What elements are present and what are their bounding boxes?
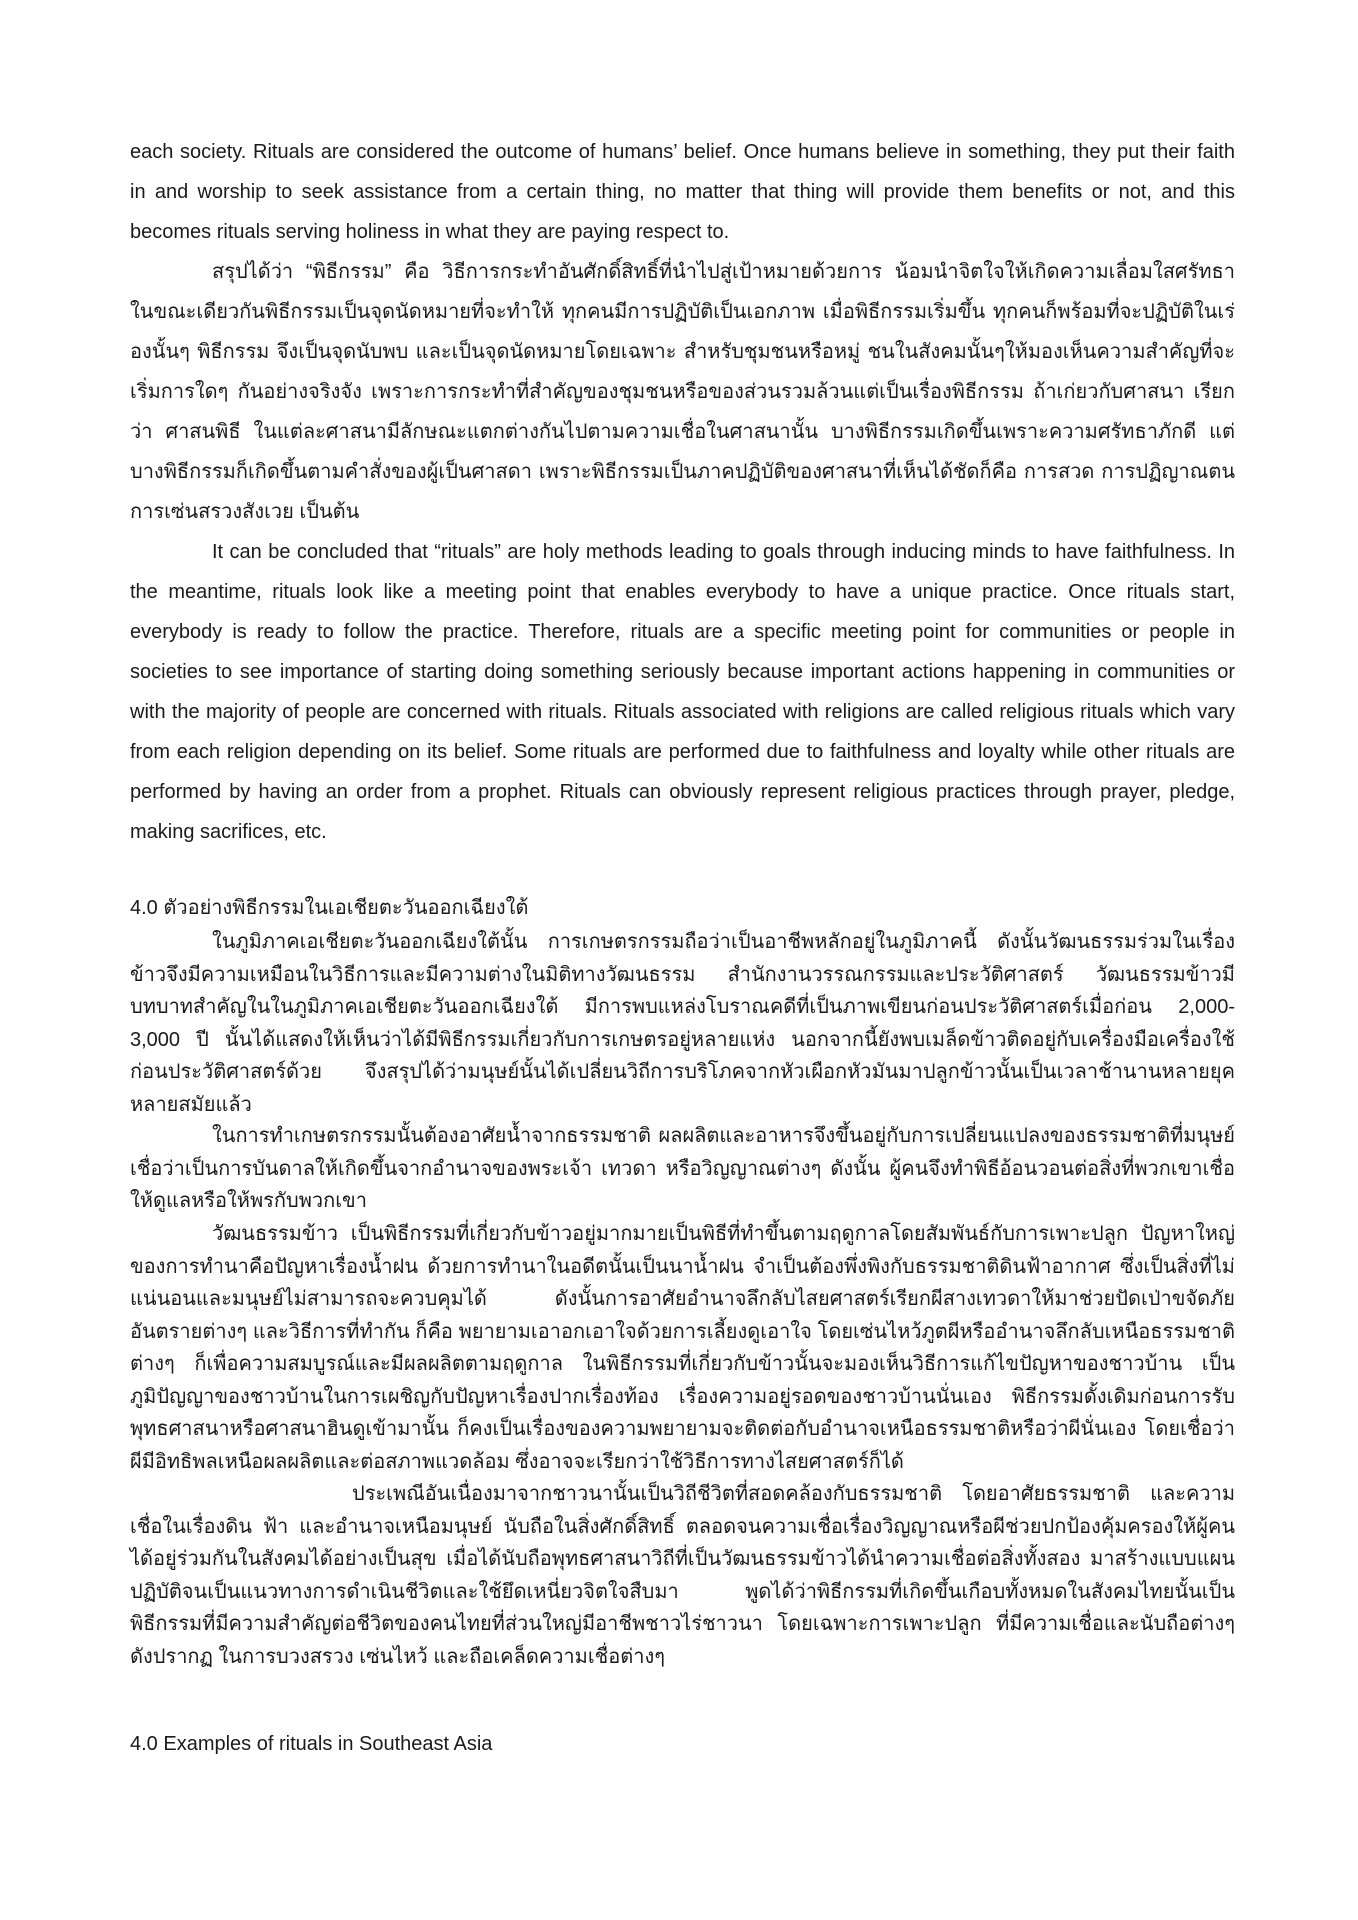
paragraph-thai-agriculture: ในการทำเกษตรกรรมนั้นต้องอาศัยน้ำจากธรรมชาติ ผลผลิตและอาหารจึงขึ้นอยู่กับการเปลี่ยนแปลงของธรรมชาติที่มนุษย์เชื่อว่าเป็นการบันดาลให้เกิดขึ้นจากอำนาจของพระเจ้า เทวดา หรือวิญญาณต่างๆ ดังนั้น ผู้คนจึงทำพิธีอ้อนวอนต่อสิ่งที่พวกเขาเชื่อให้ดูแลหรือให้พรกับพวกเขา	[130, 1125, 1235, 1212]
paragraph-thai-farmer-tradition: ประเพณีอันเนื่องมาจากชาวนานั้นเป็นวิถีชีวิตที่สอดคล้องกับธรรมชาติ โดยอาศัยธรรมชาติ และความเชื่อในเรื่องดิน ฟ้า และอำนาจเหนือมนุษย์ นับถือในสิ่งศักดิ์สิทธิ์ ตลอดจนความเชื่อเรื่องวิญญาณหรือผีช่วยปกป้องคุ้มครองให้ผู้คนได้อยู่ร่วมกันในสังคมได้อย่างเป็นสุข เมื่อได้นับถือพุทธศาสนาวิถีที่เป็นวัฒนธรรมข้าวได้นำความเชื่อต่อสิ่งทั้งสอง มาสร้างแบบแผนปฏิบัติจนเป็นแนวทางการดำเนินชีวิตและใช้ยึดเหนี่ยวจิตใจสืบมา พูดได้ว่าพิธีกรรมที่เกิดขึ้นเกือบทั้งหมดในสังคมไทยนั้นเป็นพิธีกรรมที่มีความสำคัญต่อชีวิตของคนไทยที่ส่วนใหญ่มีอาชีพชาวไร่ชาวนา โดยเฉพาะการเพาะปลูก ที่มีความเชื่อและนับถือต่างๆ ดังปรากฏ ในการบวงสรวง เซ่นไหว้ และถือเคล็ดความเชื่อต่างๆ	[130, 1483, 1235, 1668]
section-heading-english: 4.0 Examples of rituals in Southeast Asia	[130, 1733, 493, 1755]
section-heading-thai: 4.0 ตัวอย่างพิธีกรรมในเอเชียตะวันออกเฉียงใต้	[130, 897, 529, 919]
paragraph-thai-conclusion: สรุปได้ว่า “พิธีกรรม” คือ วิธีการกระทำอันศักดิ์สิทธิ์ที่นำไปสู่เป้าหมายด้วยการ น้อมนำจิตใจให้เกิดความเลื่อมใสศรัทธา ในขณะเดียวกันพิธีกรรมเป็นจุดนัดหมายที่จะทำให้ ทุกคนมีการปฏิบัติเป็นเอกภาพ เมื่อพิธีกรรมเริ่มขึ้น ทุกคนก็พร้อมที่จะปฏิบัติในเร่องนั้นๆ พิธีกรรม จึงเป็นจุดนับพบ และเป็นจุดนัดหมายโดยเฉพาะ สำหรับชุมชนหรือหมู่ ชนในสังคมนั้นๆให้มองเห็นความสำคัญที่จะเริ่มการใดๆ กันอย่างจริงจัง เพราะการกระทำที่สำคัญของชุมชนหรือของส่วนรวมล้วนแต่เป็นเรื่องพิธีกรรม ถ้าเก่ยวกับศาสนา เรียกว่า ศาสนพิธี ในแต่ละศาสนามีลักษณะแตกต่างกันไปตามความเชื่อในศาสนานั้น บางพิธีกรรมเกิดขึ้นเพราะความศรัทธาภักดี แต่บางพิธีกรรมก็เกิดขึ้นตามคำสั่งของผู้เป็นศาสดา เพราะพิธีกรรมเป็นภาคปฏิบัติของศาสนาที่เห็นได้ชัดก็คือ การสวด การปฏิญาณตน การเซ่นสรวงสังเวย เป็นต้น	[130, 261, 1235, 523]
paragraph-thai-southeast-asia: ในภูมิภาคเอเชียตะวันออกเฉียงใต้นั้น การเกษตรกรรมถือว่าเป็นอาชีพหลักอยู่ในภูมิภาคนี้ ดังนั้นวัฒนธรรมร่วมในเรื่องข้าวจึงมีความเหมือนในวิธีการและมีความต่างในมิติทางวัฒนธรรม สำนักงานวรรณกรรมและประวัติศาสตร์ วัฒนธรรมข้าวมีบทบาทสำคัญในในภูมิภาคเอเชียตะวันออกเฉียงใต้ มีการพบแหล่งโบราณคดีที่เป็นภาพเขียนก่อนประวัติศาสตร์เมื่อก่อน 2,000-3,000 ปี นั้นได้แสดงให้เห็นว่าได้มีพิธีกรรมเกี่ยวกับการเกษตรอยู่หลายแห่ง นอกจากนี้ยังพบเมล็ดข้าวติดอยู่กับเครื่องมือเครื่องใช้ก่อนประวัติศาสตร์ด้วย จึงสรุปได้ว่ามนุษย์นั้นได้เปลี่ยนวิถีการบริโภคจากหัวเผือกหัวมันมาปลูกข้าวนั้นเป็นเวลาช้านานหลายยุคหลายสมัยแล้ว	[130, 931, 1235, 1116]
paragraph-thai-rice-culture: วัฒนธรรมข้าว เป็นพิธีกรรมที่เกี่ยวกับข้าวอยู่มากมายเป็นพิธีที่ทำขึ้นตามฤดูกาลโดยสัมพันธ์กับการเพาะปลูก ปัญหาใหญ่ของการทำนาคือปัญหาเรื่องน้ำฝน ด้วยการทำนาในอดีตนั้นเป็นนาน้ำฝน จำเป็นต้องพึ่งพิงกับธรรมชาติดินฟ้าอากาศ ซึ่งเป็นสิ่งที่ไม่แน่นอนและมนุษย์ไม่สามารถจะควบคุมได้ ดังนั้นการอาศัยอำนาจลึกลับไสยศาสตร์เรียกผีสางเทวดาให้มาช่วยปัดเป่าขจัดภัยอันตรายต่างๆ และวิธีการที่ทำกัน ก็คือ พยายามเอาอกเอาใจด้วยการเลี้ยงดูเอาใจ โดยเซ่นไหว้ภูตผีหรืออำนาจลึกลับเหนือธรรมชาติต่างๆ ก็เพื่อความสมบูรณ์และมีผลผลิตตามฤดูกาล ในพิธีกรรมที่เกี่ยวกับข้าวนั้นจะมองเห็นวิธีการแก้ไขปัญหาของชาวบ้าน เป็นภูมิปัญญาของชาวบ้านในการเผชิญกับปัญหาเรื่องปากเรื่องท้อง เรื่องความอยู่รอดของชาวบ้านนั่นเอง พิธีกรรมดั้งเดิมก่อนการรับพุทธศาสนาหรือศาสนาฮินดูเข้ามานั้น ก็คงเป็นเรื่องของความพยายามจะติดต่อกับอำนาจเหนือธรรมชาติหรือว่าผีนั่นเอง โดยเชื่อว่าผีมีอิทธิพลเหนือผลผลิตและต่อสภาพแวดล้อม ซึ่งอาจจะเรียกว่าใช้วิธีการทางไสยศาสตร์ก็ได้	[130, 1223, 1235, 1473]
paragraph-english-intro: each society. Rituals are considered the outcome of humans’ belief. Once humans believe in something, they put their faith in and worship to seek assistance from a certain thing, no matter that thing will provide them benefits or not, and this becomes rituals serving holiness in what they are paying respect to.	[130, 141, 1235, 243]
paragraph-english-conclusion: It can be concluded that “rituals” are holy methods leading to goals through inducing minds to have faithfulness. In the meantime, rituals look like a meeting point that enables everybody to have a unique practice. Once rituals start, everybody is ready to follow the practice. Therefore, rituals are a specific meeting point for communities or people in societies to see importance of starting doing something seriously because important actions happening in communities or with the majority of people are concerned with rituals. Rituals associated with religions are called religious rituals which vary from each religion depending on its belief. Some rituals are performed due to faithfulness and loyalty while other rituals are performed by having an order from a prophet. Rituals can obviously represent religious practices through prayer, pledge, making sacrifices, etc.	[130, 541, 1235, 843]
